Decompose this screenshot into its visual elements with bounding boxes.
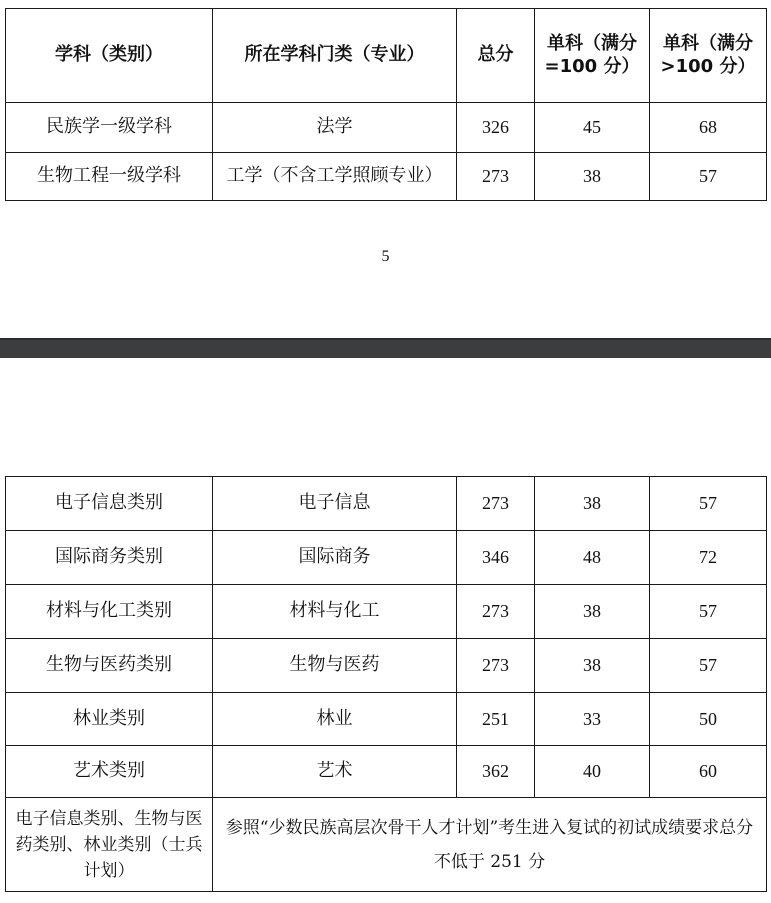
table-row [6, 103, 767, 153]
score-table-top [5, 8, 767, 201]
cell-single-over-100: 50 [650, 693, 767, 746]
cell-single-100: 38 [535, 153, 650, 201]
table-header-row [6, 9, 767, 103]
table-row [6, 153, 767, 201]
table-row [6, 639, 767, 693]
cell-subject: 艺术类别 [6, 746, 213, 798]
cell-single-100: 38 [535, 639, 650, 693]
cell-category: 林业 [213, 693, 457, 746]
cell-total: 362 [457, 746, 535, 798]
header-single-100: 单科（满分 =100 分） [535, 9, 650, 103]
cell-category: 艺术 [213, 746, 457, 798]
cell-single-over-100: 57 [650, 153, 767, 201]
cell-single-over-100: 60 [650, 746, 767, 798]
table-row-note [6, 798, 767, 892]
cell-category: 材料与化工 [213, 585, 457, 639]
cell-subject: 生物与医药类别 [6, 639, 213, 693]
cell-single-over-100: 72 [650, 531, 767, 585]
cell-single-100: 38 [535, 477, 650, 531]
cell-category: 工学（不含工学照顾专业） [213, 153, 457, 201]
cell-subject: 材料与化工类别 [6, 585, 213, 639]
header-subject: 学科（类别） [6, 9, 213, 103]
cell-single-100: 40 [535, 746, 650, 798]
cell-total: 273 [457, 477, 535, 531]
cell-total: 346 [457, 531, 535, 585]
table-row [6, 531, 767, 585]
table-row [6, 585, 767, 639]
cell-total: 273 [457, 585, 535, 639]
score-table-continued [5, 476, 767, 892]
cell-total: 273 [457, 639, 535, 693]
cell-subject: 电子信息类别 [6, 477, 213, 531]
table-row [6, 693, 767, 746]
cell-single-over-100: 57 [650, 639, 767, 693]
cell-note: 参照“少数民族高层次骨干人才计划”考生进入复试的初试成绩要求总分不低于 251 分 [213, 798, 767, 892]
cell-total: 273 [457, 153, 535, 201]
cell-category: 电子信息 [213, 477, 457, 531]
cell-subject: 生物工程一级学科 [6, 153, 213, 201]
cell-single-100: 45 [535, 103, 650, 153]
cell-single-100: 48 [535, 531, 650, 585]
header-total: 总分 [457, 9, 535, 103]
cell-category: 法学 [213, 103, 457, 153]
cell-subject: 国际商务类别 [6, 531, 213, 585]
cell-single-100: 33 [535, 693, 650, 746]
cell-total: 251 [457, 693, 535, 746]
cell-subject: 民族学一级学科 [6, 103, 213, 153]
cell-single-over-100: 57 [650, 477, 767, 531]
cell-single-over-100: 57 [650, 585, 767, 639]
page-number: 5 [381, 248, 390, 265]
table-row [6, 746, 767, 798]
cell-category: 生物与医药 [213, 639, 457, 693]
header-category: 所在学科门类（专业） [213, 9, 457, 103]
header-single-over-100: 单科（满分 >100 分） [650, 9, 767, 103]
cell-single-over-100: 68 [650, 103, 767, 153]
table-row [6, 477, 767, 531]
cell-single-100: 38 [535, 585, 650, 639]
cell-category: 国际商务 [213, 531, 457, 585]
cell-subject: 林业类别 [6, 693, 213, 746]
page-separator [0, 338, 771, 358]
cell-subject-multi: 电子信息类别、生物与医药类别、林业类别（士兵计划） [6, 798, 213, 892]
cell-total: 326 [457, 103, 535, 153]
